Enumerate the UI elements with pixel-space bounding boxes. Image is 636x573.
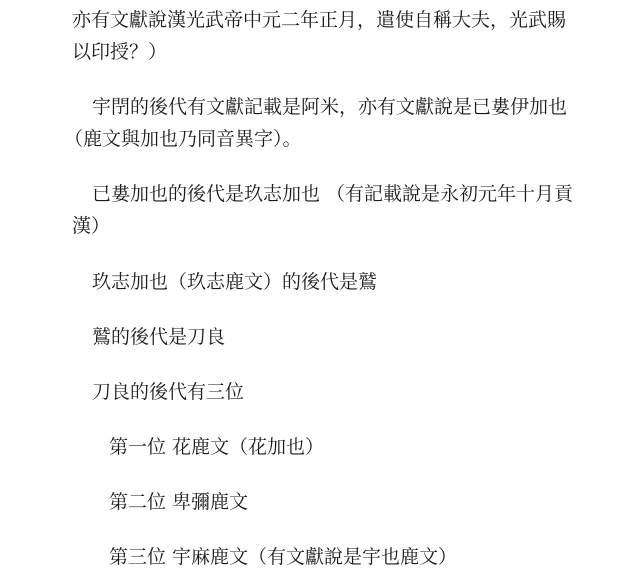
paragraph-9-line-1: 第三位 宇麻鹿文（有文獻說是宇也鹿文） [109,546,458,568]
paragraph-3-line-1: 已婁加也的後代是玖志加也 （有記載說是永初元年十月貢 [92,183,574,205]
paragraph-8 [109,486,248,518]
paragraph-1-line-1: 亦有文獻說漢光武帝中元二年正月，遣使自稱大夫，光武賜 [72,9,567,31]
paragraph-4 [92,266,377,298]
paragraph-8-line-1: 第二位 卑彌鹿文 [109,491,249,513]
paragraph-2-line-2: （鹿文與加也乃同音異字）。 [64,128,302,150]
paragraph-2 [64,91,568,155]
paragraph-4-line-1: 玖志加也（玖志鹿文）的後代是鷲 [92,271,378,293]
paragraph-5-line-1: 鷲的後代是刀良 [92,326,226,348]
paragraph-1-line-2: 以印授？） [72,41,168,63]
paragraph-6 [92,376,244,408]
paragraph-1 [72,4,566,68]
paragraph-3 [72,178,573,242]
paragraph-6-line-1: 刀良的後代有三位 [92,381,245,403]
paragraph-5 [92,321,225,353]
paragraph-3-line-2: 漢） [72,215,111,237]
paragraph-9 [109,541,457,573]
paragraph-2-line-1: 宇閅的後代有文獻記載是阿米，亦有文獻說是已婁伊加也 [92,96,568,118]
paragraph-7 [109,431,324,463]
paragraph-7-line-1: 第一位 花鹿文（花加也） [109,436,325,458]
